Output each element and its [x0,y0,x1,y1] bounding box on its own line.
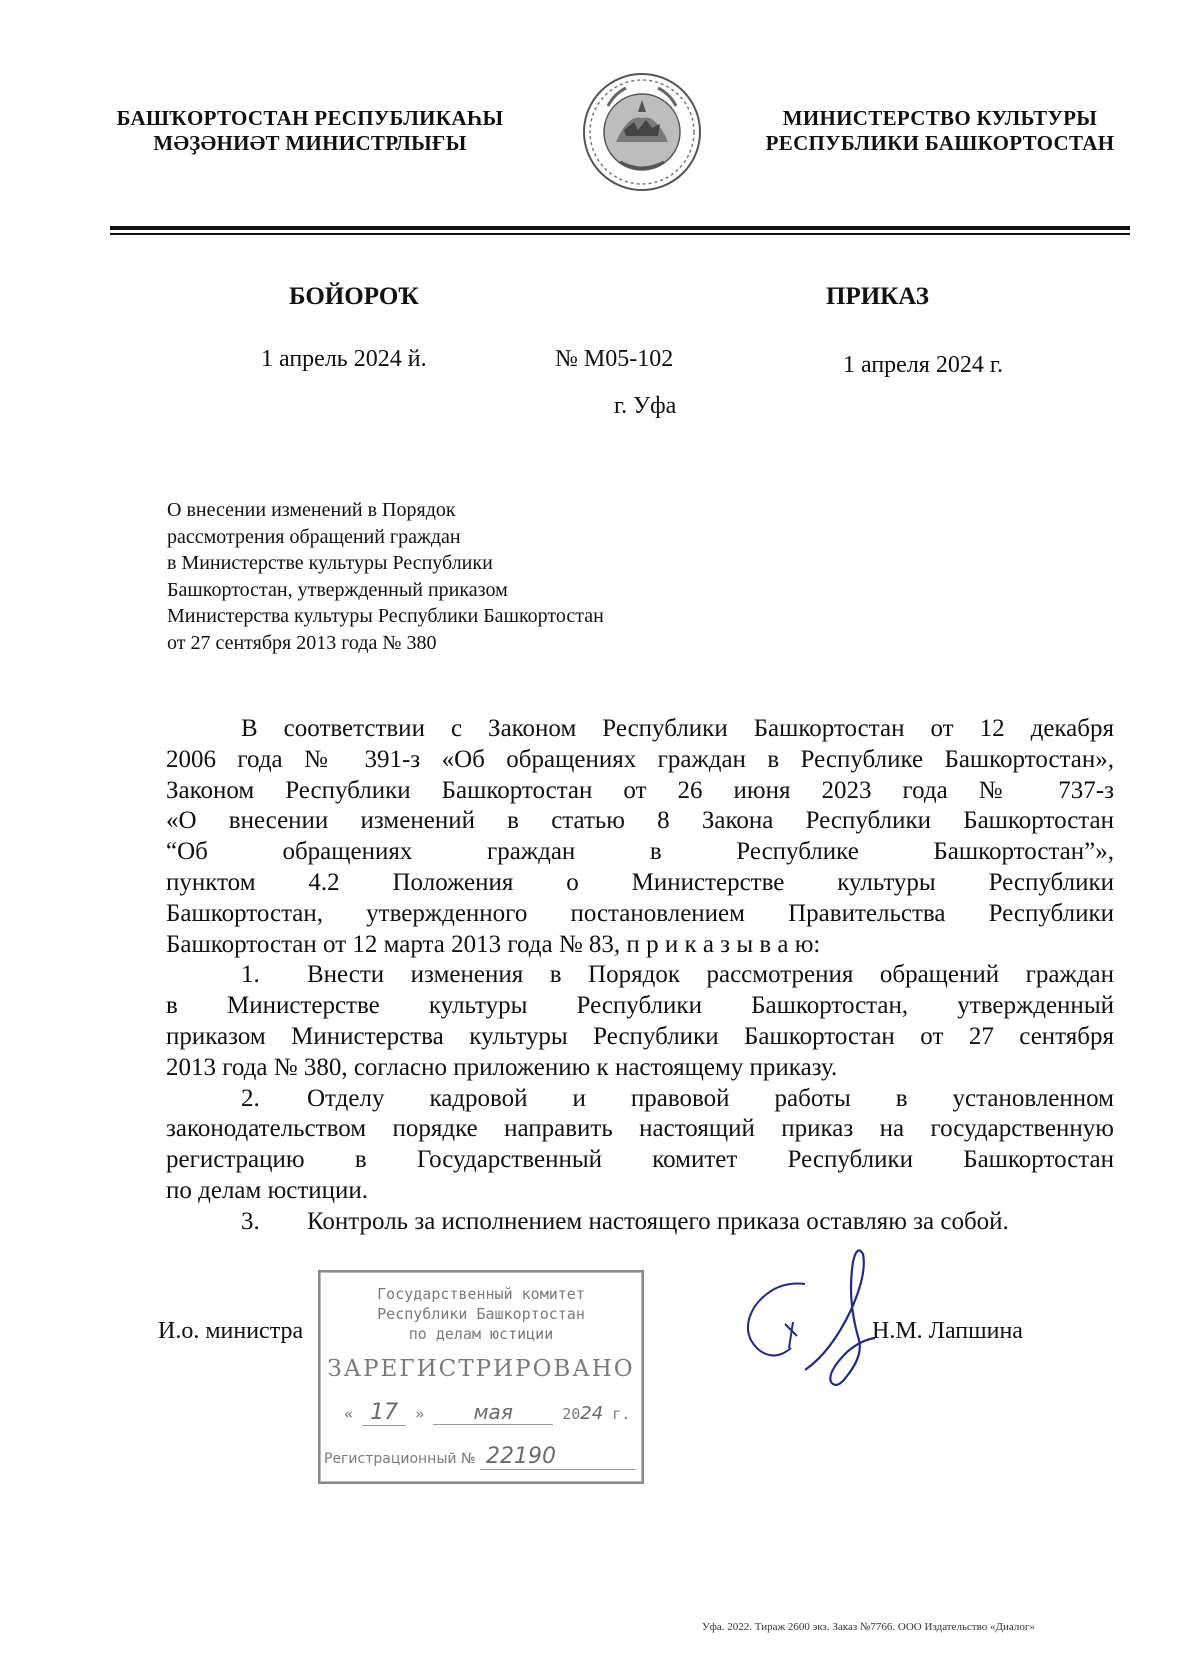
stamp-day: 17 [362,1400,406,1426]
date-bashkir: 1 апрель 2024 й. [261,346,427,372]
item-text: Отделу кадровой и правовой работы в установленном [307,1084,1114,1112]
item-3-line [166,1207,1114,1238]
stamp-reg-number: 22190 [480,1444,636,1470]
item-line: по делам юстиции. [166,1176,369,1204]
item-1-first-line [166,960,1114,991]
preamble-line: В соответствии с Законом Республики Башкортостан от 12 декабря [241,715,1114,742]
subject-line: от 27 сентября 2013 года № 380 [167,631,437,654]
stamp-month: мая [433,1400,553,1425]
preamble-line: 2006 года № 391-з «Об обращениях граждан в Республике Башкортостан», [166,745,1114,773]
preamble-line: Башкортостан, утвержденного постановлением Правительства Республики [166,899,1114,927]
stamp-year-suffix: 24 [580,1403,604,1424]
doc-type-bashkir: БОЙОРОҠ [289,283,419,310]
order-subject [167,497,727,656]
stamp-date-row [344,1400,634,1426]
city: г. Уфа [614,393,677,419]
preamble-line: “Об обращениях граждан в Республике Башкортостан”», [166,838,1114,866]
stamp-line: Республики Башкортостан [377,1305,585,1323]
item-line: приказом Министерства культуры Республики Башкортостан от 27 сентября [166,1022,1114,1050]
subject-line: Министерства культуры Республики Башкортостан [167,605,604,627]
item-text: Внести изменения в Порядок рассмотрения обращений граждан [307,961,1114,989]
subject-line: Башкортостан, утвержденный приказом [167,578,508,601]
stamp-line: по делам юстиции [408,1325,554,1343]
header-divider-thin [110,233,1130,235]
item-line: в Министерстве культуры Республики Башкортостан, утвержденный [166,992,1114,1020]
print-footer: Уфа. 2022. Тираж 2600 экз. Заказ №7766. ООО Издательство «Диалог» [702,1621,1035,1633]
stamp-line: Государственный комитет [377,1285,585,1303]
registration-stamp [318,1270,644,1484]
order-body [166,714,1114,1238]
item-2-first-line [166,1084,1114,1115]
stamp-quote-open: « [344,1405,354,1423]
stamp-registered: ЗАРЕГИСТРИРОВАНО [327,1356,635,1382]
preamble-line: пунктом 4.2 Положения о Министерстве культуры Республики [166,868,1114,896]
signatory-position: И.о. министра [158,1318,304,1344]
item-number: 2. [241,1084,260,1112]
header-right-line2: РЕСПУБЛИКИ БАШКОРТОСТАН [765,131,1115,155]
stamp-reg-row [324,1444,636,1470]
item-number: 3. [241,1207,260,1235]
stamp-reg-label: Регистрационный № [324,1451,476,1467]
header-left-line2: МӘҘӘНИӘТ МИНИСТРЛЫҒЫ [153,131,467,155]
stamp-year-prefix: 20 [562,1405,581,1423]
preamble-line: Законом Республики Башкортостан от 26 июня 2023 года № 737-з [166,776,1114,804]
header-right-line1: МИНИСТЕРСТВО КУЛЬТУРЫ [782,106,1098,130]
handwritten-signature [735,1240,895,1400]
header-divider-thick [110,226,1130,230]
stamp-quote-close: » [415,1405,425,1423]
subject-line: рассмотрения обращений граждан [167,525,461,548]
subject-line: в Министерстве культуры Республики [167,552,493,574]
preamble-line: Башкортостан от 12 марта 2013 года № 83, п р и к а з ы в а ю: [166,930,821,958]
order-number: № М05-102 [555,346,674,372]
item-line: регистрацию в Государственный комитет Республики Башкортостан [166,1146,1114,1174]
preamble-line: «О внесении изменений в статью 8 Закона Республики Башкортостан [166,807,1114,835]
header-left-line1: БАШҠОРТОСТАН РЕСПУБЛИКАҺЫ [116,106,504,130]
signatory-name: Н.М. Лапшина [872,1318,1023,1344]
subject-line: О внесении изменений в Порядок [167,499,456,521]
header-right [750,106,1130,156]
header-left [90,106,530,156]
item-line: 2013 года № 380, согласно приложению к настоящему приказу. [166,1053,838,1081]
item-text: Контроль за исполнением настоящего приказа оставляю за собой. [307,1207,1009,1235]
doc-type-russian: ПРИКАЗ [826,283,929,310]
item-number: 1. [241,961,260,989]
stamp-year-unit: г. [612,1405,631,1423]
coat-of-arms-emblem-icon [580,70,704,194]
date-russian: 1 апреля 2024 г. [843,352,1003,378]
item-line: законодательством порядке направить настоящий приказ на государственную [166,1115,1114,1143]
